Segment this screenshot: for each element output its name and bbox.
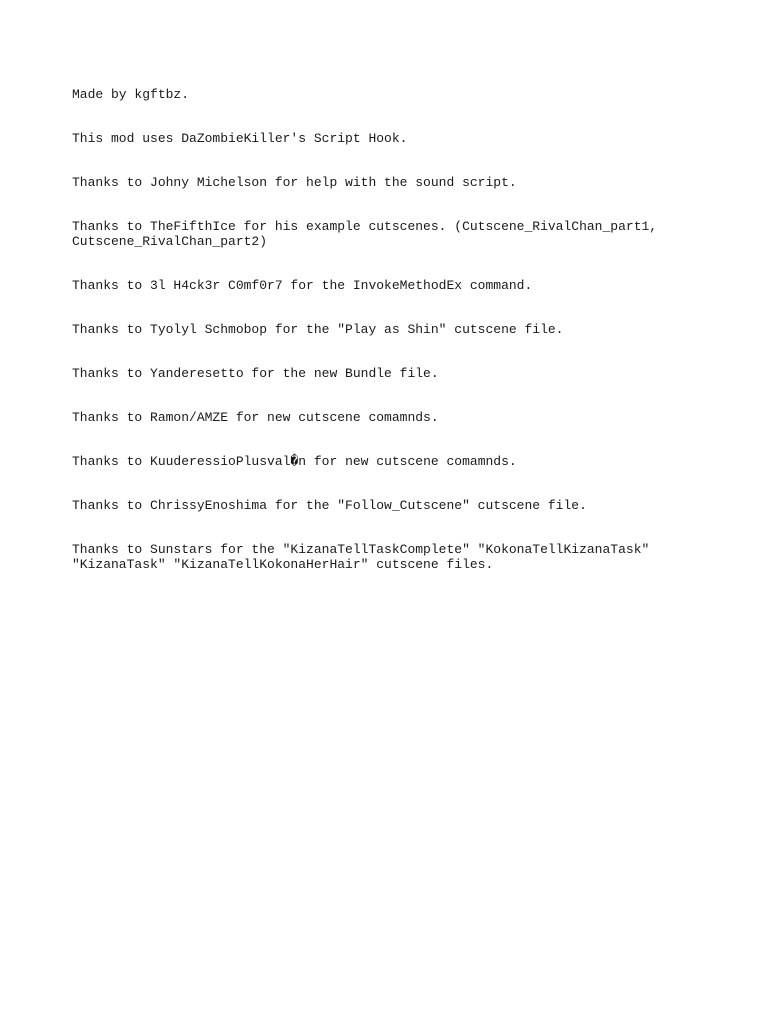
credit-bundle-file: Thanks to Yanderesetto for the new Bundle file. <box>72 366 439 381</box>
credit-kuudere-commands: Thanks to KuuderessioPlusval�n for new cutscene comamnds. <box>72 454 517 469</box>
credit-script-hook: This mod uses DaZombieKiller's Script Hook. <box>72 131 408 146</box>
credit-invoke-method: Thanks to 3l H4ck3r C0mf0r7 for the InvokeMethodEx command. <box>72 278 533 293</box>
document-page <box>72 87 692 601</box>
credit-author: Made by kgftbz. <box>72 87 190 102</box>
credit-follow-cutscene: Thanks to ChrissyEnoshima for the "Follow_Cutscene" cutscene file. <box>72 498 587 513</box>
credit-sunstars-cutscenes: Thanks to Sunstars for the "KizanaTellTaskComplete" "KokonaTellKizanaTask" "KizanaTask" "KizanaTellKokonaHerHair" cutscene files. <box>72 542 650 572</box>
credit-play-as-shin: Thanks to Tyolyl Schmobop for the "Play as Shin" cutscene file. <box>72 322 564 337</box>
credit-sound-script: Thanks to Johny Michelson for help with the sound script. <box>72 175 517 190</box>
credit-example-cutscenes: Thanks to TheFifthIce for his example cutscenes. (Cutscene_RivalChan_part1, Cutscene_RivalChan_part2) <box>72 219 658 249</box>
credit-ramon-commands: Thanks to Ramon/AMZE for new cutscene comamnds. <box>72 410 439 425</box>
